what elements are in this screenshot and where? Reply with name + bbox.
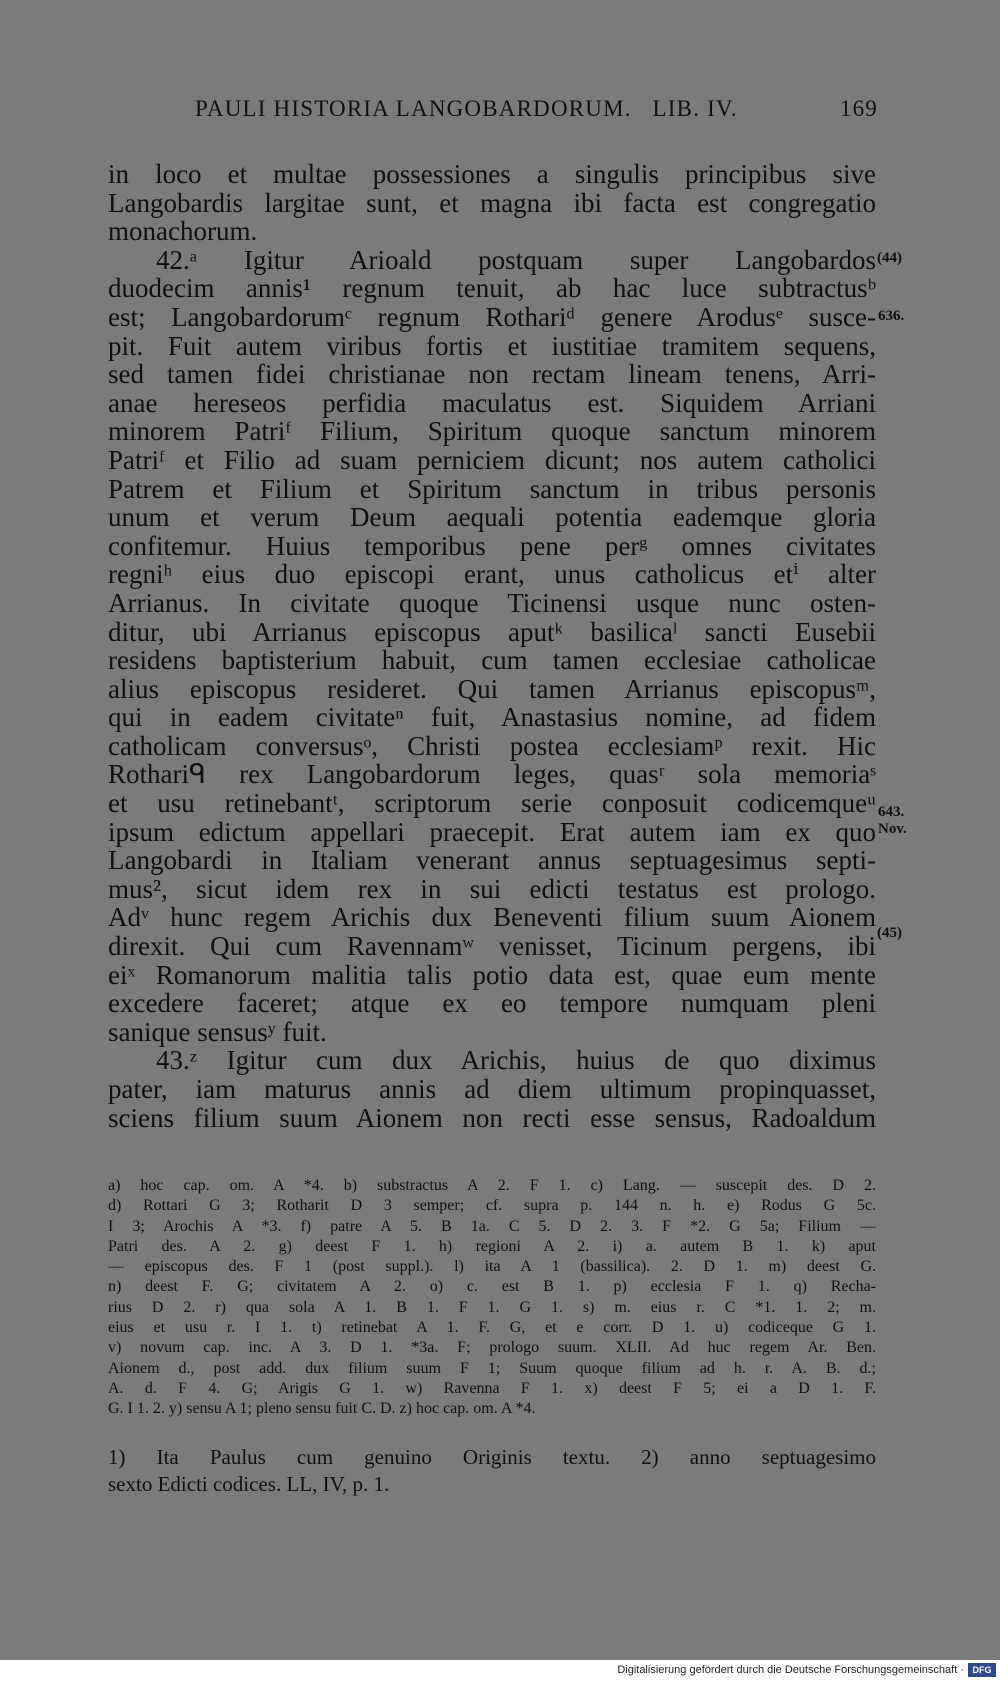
text-line: unum et verum Deum aequali potentia eademque gloria (108, 502, 876, 533)
apparatus-line: rius D 2. r) qua sola A 1. B 1. F 1. G 1. s) m. eius r. C *1. 1. 2; m. (108, 1298, 876, 1316)
apparatus-line: a) hoc cap. om. A *4. b) substractus A 2. F 1. c) Lang. — suscepit des. D 2. (108, 1177, 876, 1194)
text-line: Patrem et Filium et Spiritum sanctum in tribus personis (108, 473, 876, 504)
running-title: PAULI HISTORIA LANGOBARDORUM. LIB. IV. (195, 96, 738, 121)
text-line: 43.ᶻ Igitur cum dux Arichis, huius de quo diximus (156, 1045, 876, 1076)
apparatus-line: v) novum cap. inc. A 3. D 1. *3a. F; prologo suum. XLII. Ad huc regem Ar. Ben. (108, 1339, 876, 1357)
running-header (195, 96, 878, 122)
text-line: alius episcopus resideret. Qui tamen Arrianus episcopusᵐ, (108, 673, 876, 704)
margin-note: Nov. (878, 821, 907, 837)
main-text (108, 160, 876, 1132)
text-line: catholicam conversusᵒ, Christi postea ecclesiamᵖ rexit. Hic (108, 730, 876, 761)
text-line: Rothariᑫ rex Langobardorum leges, quasʳ sola memoriaˢ (108, 759, 876, 790)
text-line: sanique sensusʸ fuit. (108, 1016, 327, 1047)
text-line: minorem Patriᶠ Filium, Spiritum quoque sanctum minorem (108, 416, 876, 447)
text-line: residens baptisterium habuit, cum tamen ecclesiae catholicae (108, 645, 876, 676)
text-line: Arrianus. In civitate quoque Ticinensi usque nunc osten- (108, 587, 876, 618)
text-line: mus², sicut idem rex in sui edicti testatus est prologo. (108, 873, 876, 904)
margin-note: (44) (877, 250, 902, 266)
text-line: et usu retinebantᵗ, scriptorum serie conposuit codicemqueᵘ (108, 788, 876, 819)
dfg-footer (0, 1660, 1000, 1681)
text-line: qui in eadem civitateⁿ fuit, Anastasius nomine, ad fidem (108, 702, 876, 733)
apparatus-line: eius et usu r. I 1. t) retinebat A 1. F. G, et e corr. D 1. u) codiceque G 1. (108, 1319, 876, 1337)
page-number: 169 (839, 96, 878, 121)
apparatus-line: Patri des. A 2. g) deest F 1. h) regioni A 2. i) a. autem B 1. k) aput (108, 1237, 876, 1255)
text-line: regniʰ eius duo episcopi erant, unus catholicus etⁱ alter (108, 559, 876, 590)
text-line: Langobardis largitae sunt, et magna ibi facta est congregatio (108, 187, 876, 218)
text-line: Adᵛ hunc regem Arichis dux Beneventi filium suum Aionem (108, 902, 876, 933)
text-line: sciens filium suum Aionem non recti esse sensus, Radoaldum (108, 1102, 876, 1133)
footnote-line: sexto Edicti codices. LL, IV, p. 1. (108, 1472, 390, 1496)
text-line: direxit. Qui cum Ravennamʷ venisset, Ticinum pergens, ibi (108, 931, 876, 962)
critical-apparatus (108, 1176, 876, 1420)
apparatus-line: I 3; Arochis A *3. f) patre A 5. B 1a. C 5. D 2. 3. F *2. G 5a; Filium — (108, 1217, 876, 1235)
footnote-line: 1) Ita Paulus cum genuino Originis textu. 2) anno septuagesimo (108, 1445, 876, 1469)
text-line: ipsum edictum appellari praecepit. Erat autem iam ex quo (108, 816, 876, 847)
text-line: duodecim annis¹ regnum tenuit, ab hac luce subtractusᵇ (108, 273, 876, 304)
margin-note: 636. (878, 308, 905, 324)
text-line: 42.ᵃ Igitur Arioald postquam super Langobardos (156, 244, 876, 275)
margin-note: 643. (878, 804, 905, 820)
text-line: monachorum. (108, 216, 258, 247)
text-line: sed tamen fidei christianae non rectam lineam tenens, Arri- (108, 359, 876, 390)
apparatus-line: Aionem d., post add. dux filium suum F 1; Suum quoque filium ad h. r. A. B. d.; (108, 1359, 876, 1377)
margin-note: (45) (877, 925, 902, 941)
text-line: in loco et multae possessiones a singulis principibus sive (108, 159, 876, 189)
apparatus-line: A. d. F 4. G; Arigis G 1. w) Ravenna F 1. x) deest F 5; ei a D 1. F. (108, 1379, 876, 1397)
text-line: est; Langobardorumᶜ regnum Rothariᵈ genere Arodusᵉ susce- (108, 301, 876, 332)
footnotes (108, 1444, 876, 1498)
text-line: ditur, ubi Arrianus episcopus aputᵏ basilicaˡ sancti Eusebii (108, 616, 876, 647)
text-line: anae hereseos perfidia maculatus est. Siquidem Arriani (108, 387, 876, 418)
text-line: eiˣ Romanorum malitia talis potio data est, quae eum mente (108, 959, 876, 990)
text-line: Patriᶠ et Filio ad suam perniciem dicunt; nos autem catholici (108, 444, 876, 475)
text-line: excedere faceret; atque ex eo tempore numquam pleni (108, 988, 876, 1019)
apparatus-line: — episcopus des. F 1 (post suppl.). l) ita A 1 (bassilica). 2. D 1. m) deest G. (108, 1258, 876, 1276)
text-line: pater, iam maturus annis ad diem ultimum propinquasset, (108, 1074, 876, 1104)
footer-text: Digitalisierung gefördert durch die Deutsche Forschungsgemeinschaft · (617, 1664, 964, 1676)
text-line: Langobardi in Italiam venerant annus septuagesimus septi- (108, 845, 876, 876)
apparatus-line: G. I 1. 2. y) sensu A 1; pleno sensu fuit C. D. z) hoc cap. om. A *4. (108, 1400, 536, 1418)
text-line: pit. Fuit autem viribus fortis et iustitiae tramitem sequens, (108, 330, 876, 361)
dfg-logo: DFG (968, 1663, 996, 1677)
apparatus-line: n) deest F. G; civitatem A 2. o) c. est B 1. p) ecclesia F 1. q) Recha- (108, 1278, 876, 1296)
text-line: confitemur. Huius temporibus pene perᵍ omnes civitates (108, 530, 876, 561)
apparatus-line: d) Rottari G 3; Rotharit D 3 semper; cf. supra p. 144 n. h. e) Rodus G 5c. (108, 1197, 876, 1215)
